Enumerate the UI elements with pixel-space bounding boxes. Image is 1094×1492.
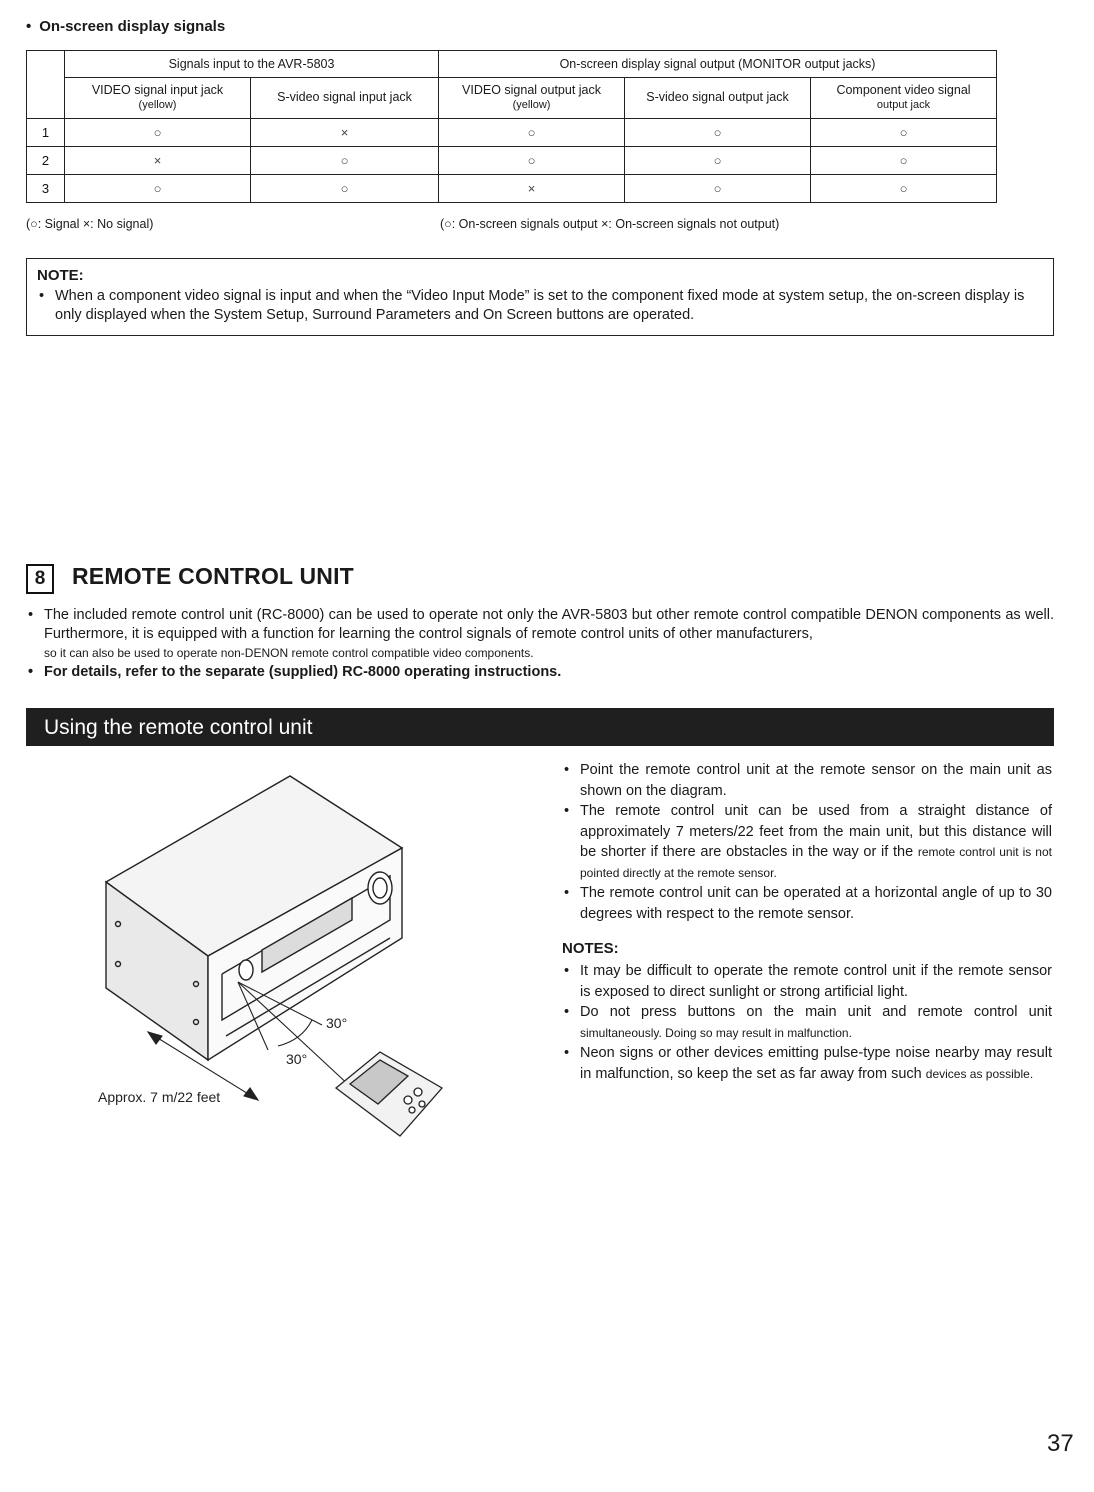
column-header-line1: VIDEO signal output jack bbox=[462, 83, 601, 98]
table-row bbox=[27, 147, 997, 175]
note-box bbox=[26, 258, 1054, 336]
table-cell: × bbox=[439, 175, 625, 203]
column-header-line1: VIDEO signal input jack bbox=[91, 83, 224, 98]
page-number: 37 bbox=[1047, 1430, 1074, 1457]
angle-label-1: 30° bbox=[326, 1015, 348, 1031]
remote-button bbox=[409, 1107, 415, 1113]
table-group-header-row bbox=[27, 51, 997, 78]
list-item-text: Do not press buttons on the main unit and remote control unit bbox=[580, 1004, 1052, 1020]
note-list bbox=[37, 287, 1047, 325]
column-header-line2: (yellow) bbox=[138, 98, 177, 111]
table-cell: ○ bbox=[625, 119, 811, 147]
list-item: • For details, refer to the separate (supplied) RC-8000 operating instructions. bbox=[26, 663, 1054, 682]
section-number-badge: 8 bbox=[26, 564, 54, 594]
volume-knob bbox=[368, 872, 392, 904]
legend-output: (○: On-screen signals output ×: On-screen signals not output) bbox=[440, 217, 780, 231]
table-cell: × bbox=[65, 147, 251, 175]
angle-label-2: 30° bbox=[286, 1051, 308, 1067]
section-title: On-screen display signals bbox=[39, 18, 226, 35]
list-item-text-small: remote control unit is not pointed directly at the remote sensor. bbox=[580, 845, 1052, 880]
table-row bbox=[27, 119, 997, 147]
table-cell: ○ bbox=[65, 119, 251, 147]
usage-list bbox=[562, 760, 1052, 924]
table-corner-cell bbox=[27, 51, 65, 78]
intro-list bbox=[26, 606, 1054, 682]
remote-button bbox=[419, 1101, 425, 1107]
list-item: • It may be difficult to operate the remote control unit if the remote sensor is exposed to direct sunlight or strong artificial light. bbox=[562, 961, 1052, 1002]
group-header-output: On-screen display signal output (MONITOR output jacks) bbox=[439, 51, 997, 78]
column-header bbox=[625, 78, 811, 119]
table-cell: ○ bbox=[65, 175, 251, 203]
list-item bbox=[26, 606, 1054, 663]
section-heading-osd bbox=[26, 18, 225, 35]
column-header bbox=[65, 78, 251, 119]
osd-signal-table bbox=[26, 50, 997, 203]
column-header-line1: S-video signal input jack bbox=[277, 90, 412, 105]
table-cell: ○ bbox=[251, 175, 439, 203]
list-item bbox=[562, 1002, 1052, 1043]
table-cell: ○ bbox=[625, 175, 811, 203]
notes-title: NOTES: bbox=[562, 940, 619, 957]
note-title: NOTE: bbox=[37, 267, 84, 284]
notes-list bbox=[562, 961, 1052, 1084]
list-item: • Point the remote control unit at the remote sensor on the main unit as shown on the diagram. bbox=[562, 760, 1052, 801]
table-corner-cell bbox=[27, 78, 65, 119]
diagram-svg bbox=[90, 770, 490, 1150]
column-header bbox=[811, 78, 997, 119]
column-header-line1: S-video signal output jack bbox=[646, 90, 789, 105]
row-number: 2 bbox=[27, 147, 65, 175]
table-cell: ○ bbox=[439, 119, 625, 147]
table-cell: ○ bbox=[811, 175, 997, 203]
table-cell: ○ bbox=[811, 119, 997, 147]
distance-arrow-end bbox=[244, 1088, 258, 1100]
table-cell: × bbox=[251, 119, 439, 147]
table-cell: ○ bbox=[251, 147, 439, 175]
table-cell: ○ bbox=[811, 147, 997, 175]
remote-button bbox=[414, 1088, 422, 1096]
intro-text-small: so it can also be used to operate non-DENON remote control compatible video components. bbox=[44, 646, 534, 660]
list-item bbox=[562, 1043, 1052, 1084]
column-header-line1: Component video signal bbox=[836, 83, 971, 98]
list-item-text-small: simultaneously. Doing so may result in malfunction. bbox=[580, 1025, 852, 1040]
remote-usage-diagram bbox=[90, 770, 490, 1150]
table-cell: ○ bbox=[439, 147, 625, 175]
column-header-line2: output jack bbox=[876, 98, 931, 111]
row-number: 1 bbox=[27, 119, 65, 147]
list-item-text-small: devices as possible. bbox=[925, 1066, 1034, 1081]
distance-arrow-start bbox=[148, 1032, 162, 1044]
table-column-header-row bbox=[27, 78, 997, 119]
subsection-title: Using the remote control unit bbox=[44, 716, 313, 739]
group-header-input: Signals input to the AVR-5803 bbox=[65, 51, 439, 78]
small-knob bbox=[239, 960, 253, 980]
list-item bbox=[562, 801, 1052, 883]
section-title-remote-control: REMOTE CONTROL UNIT bbox=[72, 563, 354, 589]
note-text: • When a component video signal is input and when the “Video Input Mode” is set to the component fixed mode at system setup, the on-screen display is only displayed when the System Setup, Surround Parameters and On Screen buttons are operated. bbox=[37, 287, 1047, 325]
list-item: • The remote control unit can be operated at a horizontal angle of up to 30 degrees with respect to the remote sensor. bbox=[562, 883, 1052, 924]
column-header bbox=[439, 78, 625, 119]
bullet: • bbox=[26, 18, 32, 35]
legend-input: (○: Signal ×: No signal) bbox=[26, 217, 154, 231]
list-item-text: The remote control unit can be used from a straight distance of approximately 7 meters/22 feet from the main unit, but this distance will be shorter if there are obstacles in the way or if the bbox=[580, 803, 1052, 860]
distance-label: Approx. 7 m/22 feet bbox=[98, 1089, 221, 1105]
column-header bbox=[251, 78, 439, 119]
list-item-text: Neon signs or other devices emitting pulse-type noise nearby may result in malfunction, so keep the set as far away from such bbox=[580, 1045, 1052, 1082]
column-header-line2: (yellow) bbox=[512, 98, 551, 111]
intro-text: The included remote control unit (RC-8000) can be used to operate not only the AVR-5803 but other remote control compatible DENON components as well. Furthermore, it is equipped with a function for learning the control signals of remote control units of other manufacturers, bbox=[44, 607, 1054, 642]
remote-control-illustration bbox=[336, 1052, 442, 1136]
table-cell: ○ bbox=[625, 147, 811, 175]
row-number: 3 bbox=[27, 175, 65, 203]
remote-button bbox=[404, 1096, 412, 1104]
table-row bbox=[27, 175, 997, 203]
